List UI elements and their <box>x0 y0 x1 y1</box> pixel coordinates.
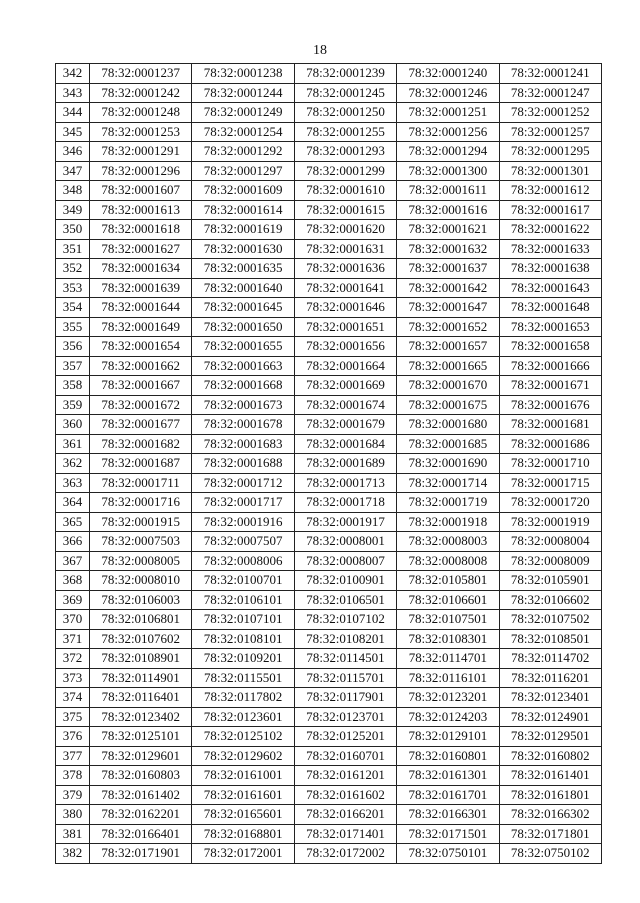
row-number-cell: 350 <box>56 220 90 240</box>
cadastral-code-cell: 78:32:0171901 <box>90 844 192 864</box>
cadastral-code-cell: 78:32:0001651 <box>294 317 396 337</box>
cadastral-code-cell: 78:32:0161701 <box>397 785 499 805</box>
row-number-cell: 367 <box>56 551 90 571</box>
cadastral-code-cell: 78:32:0001299 <box>294 161 396 181</box>
cadastral-code-cell: 78:32:0106602 <box>499 590 601 610</box>
cadastral-code-cell: 78:32:0161402 <box>90 785 192 805</box>
table-body <box>56 64 602 864</box>
cadastral-code-cell: 78:32:0108901 <box>90 649 192 669</box>
cadastral-code-cell: 78:32:0001612 <box>499 181 601 201</box>
row-number-cell: 347 <box>56 161 90 181</box>
cadastral-code-cell: 78:32:0001645 <box>192 298 294 318</box>
cadastral-code-cell: 78:32:0168801 <box>192 824 294 844</box>
row-number-cell: 376 <box>56 727 90 747</box>
table-row <box>56 220 602 240</box>
table-row <box>56 610 602 630</box>
cadastral-code-cell: 78:32:0001620 <box>294 220 396 240</box>
cadastral-code-cell: 78:32:0001254 <box>192 122 294 142</box>
row-number-cell: 366 <box>56 532 90 552</box>
cadastral-code-cell: 78:32:0106601 <box>397 590 499 610</box>
table-row <box>56 766 602 786</box>
cadastral-code-cell: 78:32:0162201 <box>90 805 192 825</box>
table-row <box>56 395 602 415</box>
cadastral-code-cell: 78:32:0001247 <box>499 83 601 103</box>
cadastral-code-cell: 78:32:0001642 <box>397 278 499 298</box>
cadastral-code-cell: 78:32:0001248 <box>90 103 192 123</box>
row-number-cell: 351 <box>56 239 90 259</box>
cadastral-code-cell: 78:32:0116401 <box>90 688 192 708</box>
cadastral-code-cell: 78:32:0001668 <box>192 376 294 396</box>
cadastral-code-cell: 78:32:0001670 <box>397 376 499 396</box>
cadastral-code-cell: 78:32:0001714 <box>397 473 499 493</box>
row-number-cell: 373 <box>56 668 90 688</box>
cadastral-code-cell: 78:32:0109201 <box>192 649 294 669</box>
cadastral-code-cell: 78:32:0001657 <box>397 337 499 357</box>
cadastral-code-cell: 78:32:0001250 <box>294 103 396 123</box>
cadastral-code-cell: 78:32:0001638 <box>499 259 601 279</box>
cadastral-code-cell: 78:32:0001654 <box>90 337 192 357</box>
row-number-cell: 377 <box>56 746 90 766</box>
cadastral-code-cell: 78:32:0161801 <box>499 785 601 805</box>
cadastral-code-cell: 78:32:0750102 <box>499 844 601 864</box>
cadastral-code-cell: 78:32:0001631 <box>294 239 396 259</box>
row-number-cell: 382 <box>56 844 90 864</box>
row-number-cell: 375 <box>56 707 90 727</box>
row-number-cell: 370 <box>56 610 90 630</box>
cadastral-code-cell: 78:32:0124901 <box>499 707 601 727</box>
row-number-cell: 356 <box>56 337 90 357</box>
cadastral-code-cell: 78:32:0123701 <box>294 707 396 727</box>
table-row <box>56 746 602 766</box>
row-number-cell: 358 <box>56 376 90 396</box>
table-row <box>56 64 602 84</box>
cadastral-code-cell: 78:32:0001607 <box>90 181 192 201</box>
cadastral-code-cell: 78:32:0124203 <box>397 707 499 727</box>
cadastral-code-cell: 78:32:0001614 <box>192 200 294 220</box>
cadastral-code-cell: 78:32:0108201 <box>294 629 396 649</box>
cadastral-code-cell: 78:32:0129602 <box>192 746 294 766</box>
table-row <box>56 785 602 805</box>
cadastral-code-cell: 78:32:0001683 <box>192 434 294 454</box>
cadastral-code-cell: 78:32:0001915 <box>90 512 192 532</box>
cadastral-code-cell: 78:32:0160801 <box>397 746 499 766</box>
table-row <box>56 649 602 669</box>
row-number-cell: 371 <box>56 629 90 649</box>
cadastral-code-cell: 78:32:0008007 <box>294 551 396 571</box>
cadastral-code-cell: 78:32:0001238 <box>192 64 294 84</box>
cadastral-code-cell: 78:32:0001647 <box>397 298 499 318</box>
row-number-cell: 346 <box>56 142 90 162</box>
cadastral-code-cell: 78:32:0001641 <box>294 278 396 298</box>
cadastral-code-cell: 78:32:0001667 <box>90 376 192 396</box>
cadastral-code-cell: 78:32:0171501 <box>397 824 499 844</box>
table-row <box>56 844 602 864</box>
cadastral-code-cell: 78:32:0165601 <box>192 805 294 825</box>
table-row <box>56 805 602 825</box>
cadastral-code-cell: 78:32:0108101 <box>192 629 294 649</box>
row-number-cell: 353 <box>56 278 90 298</box>
cadastral-code-cell: 78:32:0160802 <box>499 746 601 766</box>
cadastral-code-cell: 78:32:0001665 <box>397 356 499 376</box>
cadastral-code-cell: 78:32:0001717 <box>192 493 294 513</box>
cadastral-code-cell: 78:32:0166401 <box>90 824 192 844</box>
cadastral-code-cell: 78:32:0001291 <box>90 142 192 162</box>
cadastral-code-cell: 78:32:0001242 <box>90 83 192 103</box>
table-row <box>56 278 602 298</box>
cadastral-code-cell: 78:32:0123401 <box>499 688 601 708</box>
cadastral-code-cell: 78:32:0001918 <box>397 512 499 532</box>
table-row <box>56 688 602 708</box>
cadastral-code-cell: 78:32:0001684 <box>294 434 396 454</box>
cadastral-code-cell: 78:32:0001237 <box>90 64 192 84</box>
cadastral-code-cell: 78:32:0125101 <box>90 727 192 747</box>
row-number-cell: 380 <box>56 805 90 825</box>
cadastral-code-cell: 78:32:0166201 <box>294 805 396 825</box>
cadastral-code-cell: 78:32:0129601 <box>90 746 192 766</box>
row-number-cell: 348 <box>56 181 90 201</box>
cadastral-code-cell: 78:32:0001676 <box>499 395 601 415</box>
cadastral-code-cell: 78:32:0117802 <box>192 688 294 708</box>
table-row <box>56 590 602 610</box>
table-row <box>56 317 602 337</box>
cadastral-code-cell: 78:32:0105901 <box>499 571 601 591</box>
cadastral-code-cell: 78:32:0001630 <box>192 239 294 259</box>
table-row <box>56 103 602 123</box>
cadastral-code-cell: 78:32:0106501 <box>294 590 396 610</box>
cadastral-code-cell: 78:32:0001712 <box>192 473 294 493</box>
cadastral-code-cell: 78:32:0001666 <box>499 356 601 376</box>
cadastral-code-cell: 78:32:0001680 <box>397 415 499 435</box>
table-row <box>56 629 602 649</box>
cadastral-code-cell: 78:32:0001644 <box>90 298 192 318</box>
cadastral-code-cell: 78:32:0001682 <box>90 434 192 454</box>
cadastral-code-cell: 78:32:0100701 <box>192 571 294 591</box>
cadastral-code-cell: 78:32:0125102 <box>192 727 294 747</box>
cadastral-code-cell: 78:32:0106801 <box>90 610 192 630</box>
table-row <box>56 142 602 162</box>
row-number-cell: 359 <box>56 395 90 415</box>
table-row <box>56 668 602 688</box>
cadastral-code-cell: 78:32:0001255 <box>294 122 396 142</box>
row-number-cell: 365 <box>56 512 90 532</box>
row-number-cell: 372 <box>56 649 90 669</box>
cadastral-code-cell: 78:32:0115701 <box>294 668 396 688</box>
row-number-cell: 364 <box>56 493 90 513</box>
row-number-cell: 357 <box>56 356 90 376</box>
table-row <box>56 824 602 844</box>
table-row <box>56 532 602 552</box>
cadastral-code-cell: 78:32:0001652 <box>397 317 499 337</box>
table-row <box>56 181 602 201</box>
cadastral-code-cell: 78:32:0008003 <box>397 532 499 552</box>
page-number: 18 <box>313 43 327 58</box>
cadastral-code-cell: 78:32:0001919 <box>499 512 601 532</box>
cadastral-code-cell: 78:32:0129501 <box>499 727 601 747</box>
cadastral-code-cell: 78:32:0001690 <box>397 454 499 474</box>
table-row <box>56 239 602 259</box>
cadastral-code-cell: 78:32:0001249 <box>192 103 294 123</box>
cadastral-code-cell: 78:32:0106003 <box>90 590 192 610</box>
cadastral-code-cell: 78:32:0001648 <box>499 298 601 318</box>
cadastral-code-cell: 78:32:0123201 <box>397 688 499 708</box>
cadastral-code-cell: 78:32:0129101 <box>397 727 499 747</box>
row-number-cell: 361 <box>56 434 90 454</box>
cadastral-code-cell: 78:32:0001686 <box>499 434 601 454</box>
cadastral-code-cell: 78:32:0114702 <box>499 649 601 669</box>
cadastral-code-cell: 78:32:0001646 <box>294 298 396 318</box>
cadastral-code-cell: 78:32:0001622 <box>499 220 601 240</box>
table-row <box>56 200 602 220</box>
cadastral-code-cell: 78:32:0001656 <box>294 337 396 357</box>
cadastral-code-cell: 78:32:0107502 <box>499 610 601 630</box>
table-row <box>56 161 602 181</box>
cadastral-code-cell: 78:32:0161001 <box>192 766 294 786</box>
cadastral-code-cell: 78:32:0750101 <box>397 844 499 864</box>
cadastral-code-cell: 78:32:0001679 <box>294 415 396 435</box>
cadastral-code-cell: 78:32:0105801 <box>397 571 499 591</box>
cadastral-code-cell: 78:32:0001301 <box>499 161 601 181</box>
cadastral-code-cell: 78:32:0001297 <box>192 161 294 181</box>
cadastral-code-cell: 78:32:0001718 <box>294 493 396 513</box>
table-row <box>56 512 602 532</box>
cadastral-code-cell: 78:32:0001616 <box>397 200 499 220</box>
cadastral-code-cell: 78:32:0001650 <box>192 317 294 337</box>
cadastral-code-cell: 78:32:0001239 <box>294 64 396 84</box>
cadastral-code-cell: 78:32:0008009 <box>499 551 601 571</box>
cadastral-code-cell: 78:32:0001609 <box>192 181 294 201</box>
cadastral-code-cell: 78:32:0001713 <box>294 473 396 493</box>
cadastral-code-cell: 78:32:0161201 <box>294 766 396 786</box>
cadastral-code-cell: 78:32:0116101 <box>397 668 499 688</box>
row-number-cell: 352 <box>56 259 90 279</box>
cadastral-code-cell: 78:32:0107501 <box>397 610 499 630</box>
table-row <box>56 356 602 376</box>
cadastral-code-cell: 78:32:0001711 <box>90 473 192 493</box>
cadastral-code-cell: 78:32:0001719 <box>397 493 499 513</box>
cadastral-code-cell: 78:32:0008008 <box>397 551 499 571</box>
cadastral-code-cell: 78:32:0001245 <box>294 83 396 103</box>
cadastral-code-cell: 78:32:0114901 <box>90 668 192 688</box>
cadastral-code-cell: 78:32:0001253 <box>90 122 192 142</box>
cadastral-code-cell: 78:32:0001653 <box>499 317 601 337</box>
row-number-cell: 362 <box>56 454 90 474</box>
row-number-cell: 349 <box>56 200 90 220</box>
cadastral-code-cell: 78:32:0166301 <box>397 805 499 825</box>
cadastral-code-cell: 78:32:0001640 <box>192 278 294 298</box>
cadastral-code-cell: 78:32:0107602 <box>90 629 192 649</box>
cadastral-code-cell: 78:32:0108501 <box>499 629 601 649</box>
cadastral-code-cell: 78:32:0001300 <box>397 161 499 181</box>
table-row <box>56 434 602 454</box>
cadastral-code-cell: 78:32:0114701 <box>397 649 499 669</box>
cadastral-code-cell: 78:32:0114501 <box>294 649 396 669</box>
cadastral-code-cell: 78:32:0008001 <box>294 532 396 552</box>
cadastral-code-cell: 78:32:0001689 <box>294 454 396 474</box>
row-number-cell: 344 <box>56 103 90 123</box>
cadastral-code-cell: 78:32:0001710 <box>499 454 601 474</box>
cadastral-code-cell: 78:32:0001627 <box>90 239 192 259</box>
cadastral-code-cell: 78:32:0001663 <box>192 356 294 376</box>
row-number-cell: 369 <box>56 590 90 610</box>
cadastral-code-cell: 78:32:0001615 <box>294 200 396 220</box>
cadastral-code-cell: 78:32:0001675 <box>397 395 499 415</box>
table-row <box>56 551 602 571</box>
cadastral-code-cell: 78:32:0001635 <box>192 259 294 279</box>
cadastral-code-cell: 78:32:0123402 <box>90 707 192 727</box>
cadastral-code-cell: 78:32:0001295 <box>499 142 601 162</box>
cadastral-code-cell: 78:32:0001681 <box>499 415 601 435</box>
row-number-cell: 355 <box>56 317 90 337</box>
row-number-cell: 363 <box>56 473 90 493</box>
cadastral-code-cell: 78:32:0001672 <box>90 395 192 415</box>
cadastral-code-cell: 78:32:0172002 <box>294 844 396 864</box>
cadastral-code-cell: 78:32:0107102 <box>294 610 396 630</box>
cadastral-code-cell: 78:32:0001715 <box>499 473 601 493</box>
row-number-cell: 381 <box>56 824 90 844</box>
cadastral-code-cell: 78:32:0001621 <box>397 220 499 240</box>
cadastral-code-cell: 78:32:0007507 <box>192 532 294 552</box>
cadastral-code-cell: 78:32:0001687 <box>90 454 192 474</box>
table-row <box>56 122 602 142</box>
cadastral-code-cell: 78:32:0116201 <box>499 668 601 688</box>
table-row <box>56 727 602 747</box>
cadastral-code-cell: 78:32:0001293 <box>294 142 396 162</box>
cadastral-code-cell: 78:32:0001658 <box>499 337 601 357</box>
cadastral-code-cell: 78:32:0125201 <box>294 727 396 747</box>
row-number-cell: 342 <box>56 64 90 84</box>
cadastral-code-cell: 78:32:0001664 <box>294 356 396 376</box>
cadastral-code-cell: 78:32:0001671 <box>499 376 601 396</box>
cadastral-code-cell: 78:32:0172001 <box>192 844 294 864</box>
cadastral-code-cell: 78:32:0001252 <box>499 103 601 123</box>
cadastral-code-cell: 78:32:0001916 <box>192 512 294 532</box>
cadastral-code-cell: 78:32:0008006 <box>192 551 294 571</box>
cadastral-code-cell: 78:32:0001613 <box>90 200 192 220</box>
row-number-cell: 368 <box>56 571 90 591</box>
cadastral-code-cell: 78:32:0171801 <box>499 824 601 844</box>
cadastral-code-cell: 78:32:0001634 <box>90 259 192 279</box>
table-row <box>56 376 602 396</box>
cadastral-code-cell: 78:32:0001240 <box>397 64 499 84</box>
cadastral-code-cell: 78:32:0001241 <box>499 64 601 84</box>
table-row <box>56 259 602 279</box>
table-row <box>56 415 602 435</box>
cadastral-code-cell: 78:32:0001636 <box>294 259 396 279</box>
cadastral-code-cell: 78:32:0001256 <box>397 122 499 142</box>
cadastral-code-cell: 78:32:0001678 <box>192 415 294 435</box>
cadastral-code-cell: 78:32:0008005 <box>90 551 192 571</box>
cadastral-code-cell: 78:32:0001669 <box>294 376 396 396</box>
table-row <box>56 571 602 591</box>
cadastral-code-cell: 78:32:0001673 <box>192 395 294 415</box>
cadastral-code-cell: 78:32:0117901 <box>294 688 396 708</box>
cadastral-code-cell: 78:32:0161602 <box>294 785 396 805</box>
cadastral-code-cell: 78:32:0107101 <box>192 610 294 630</box>
cadastral-code-cell: 78:32:0001292 <box>192 142 294 162</box>
cadastral-code-cell: 78:32:0001649 <box>90 317 192 337</box>
row-number-cell: 354 <box>56 298 90 318</box>
cadastral-code-cell: 78:32:0001246 <box>397 83 499 103</box>
cadastral-code-cell: 78:32:0008004 <box>499 532 601 552</box>
cadastral-code-cell: 78:32:0007503 <box>90 532 192 552</box>
cadastral-code-cell: 78:32:0001720 <box>499 493 601 513</box>
cadastral-code-cell: 78:32:0001674 <box>294 395 396 415</box>
cadastral-code-cell: 78:32:0001296 <box>90 161 192 181</box>
cadastral-code-cell: 78:32:0001610 <box>294 181 396 201</box>
cadastral-code-cell: 78:32:0001639 <box>90 278 192 298</box>
table-row <box>56 83 602 103</box>
cadastral-code-cell: 78:32:0001257 <box>499 122 601 142</box>
row-number-cell: 360 <box>56 415 90 435</box>
cadastral-code-cell: 78:32:0161301 <box>397 766 499 786</box>
table-row <box>56 707 602 727</box>
row-number-cell: 345 <box>56 122 90 142</box>
row-number-cell: 374 <box>56 688 90 708</box>
cadastral-code-cell: 78:32:0001244 <box>192 83 294 103</box>
cadastral-code-cell: 78:32:0100901 <box>294 571 396 591</box>
cadastral-code-cell: 78:32:0161601 <box>192 785 294 805</box>
cadastral-code-cell: 78:32:0001251 <box>397 103 499 123</box>
cadastral-code-cell: 78:32:0161401 <box>499 766 601 786</box>
cadastral-code-cell: 78:32:0001632 <box>397 239 499 259</box>
cadastral-code-cell: 78:32:0001685 <box>397 434 499 454</box>
table-row <box>56 493 602 513</box>
cadastral-code-cell: 78:32:0001662 <box>90 356 192 376</box>
cadastral-code-cell: 78:32:0001643 <box>499 278 601 298</box>
cadastral-code-cell: 78:32:0001617 <box>499 200 601 220</box>
cadastral-code-cell: 78:32:0001633 <box>499 239 601 259</box>
cadastral-code-cell: 78:32:0001917 <box>294 512 396 532</box>
cadastral-table <box>55 63 602 864</box>
cadastral-code-cell: 78:32:0001677 <box>90 415 192 435</box>
cadastral-code-cell: 78:32:0001716 <box>90 493 192 513</box>
table-row <box>56 337 602 357</box>
cadastral-code-cell: 78:32:0001619 <box>192 220 294 240</box>
cadastral-code-cell: 78:32:0001611 <box>397 181 499 201</box>
cadastral-code-cell: 78:32:0001618 <box>90 220 192 240</box>
row-number-cell: 343 <box>56 83 90 103</box>
cadastral-code-cell: 78:32:0001688 <box>192 454 294 474</box>
table-row <box>56 454 602 474</box>
cadastral-code-cell: 78:32:0001637 <box>397 259 499 279</box>
cadastral-code-cell: 78:32:0108301 <box>397 629 499 649</box>
cadastral-code-cell: 78:32:0160701 <box>294 746 396 766</box>
table-row <box>56 298 602 318</box>
cadastral-code-cell: 78:32:0115501 <box>192 668 294 688</box>
cadastral-code-cell: 78:32:0106101 <box>192 590 294 610</box>
cadastral-code-cell: 78:32:0160803 <box>90 766 192 786</box>
table-row <box>56 473 602 493</box>
row-number-cell: 378 <box>56 766 90 786</box>
cadastral-code-cell: 78:32:0001294 <box>397 142 499 162</box>
cadastral-code-cell: 78:32:0171401 <box>294 824 396 844</box>
cadastral-code-cell: 78:32:0008010 <box>90 571 192 591</box>
cadastral-code-cell: 78:32:0001655 <box>192 337 294 357</box>
cadastral-code-cell: 78:32:0166302 <box>499 805 601 825</box>
row-number-cell: 379 <box>56 785 90 805</box>
cadastral-code-cell: 78:32:0123601 <box>192 707 294 727</box>
